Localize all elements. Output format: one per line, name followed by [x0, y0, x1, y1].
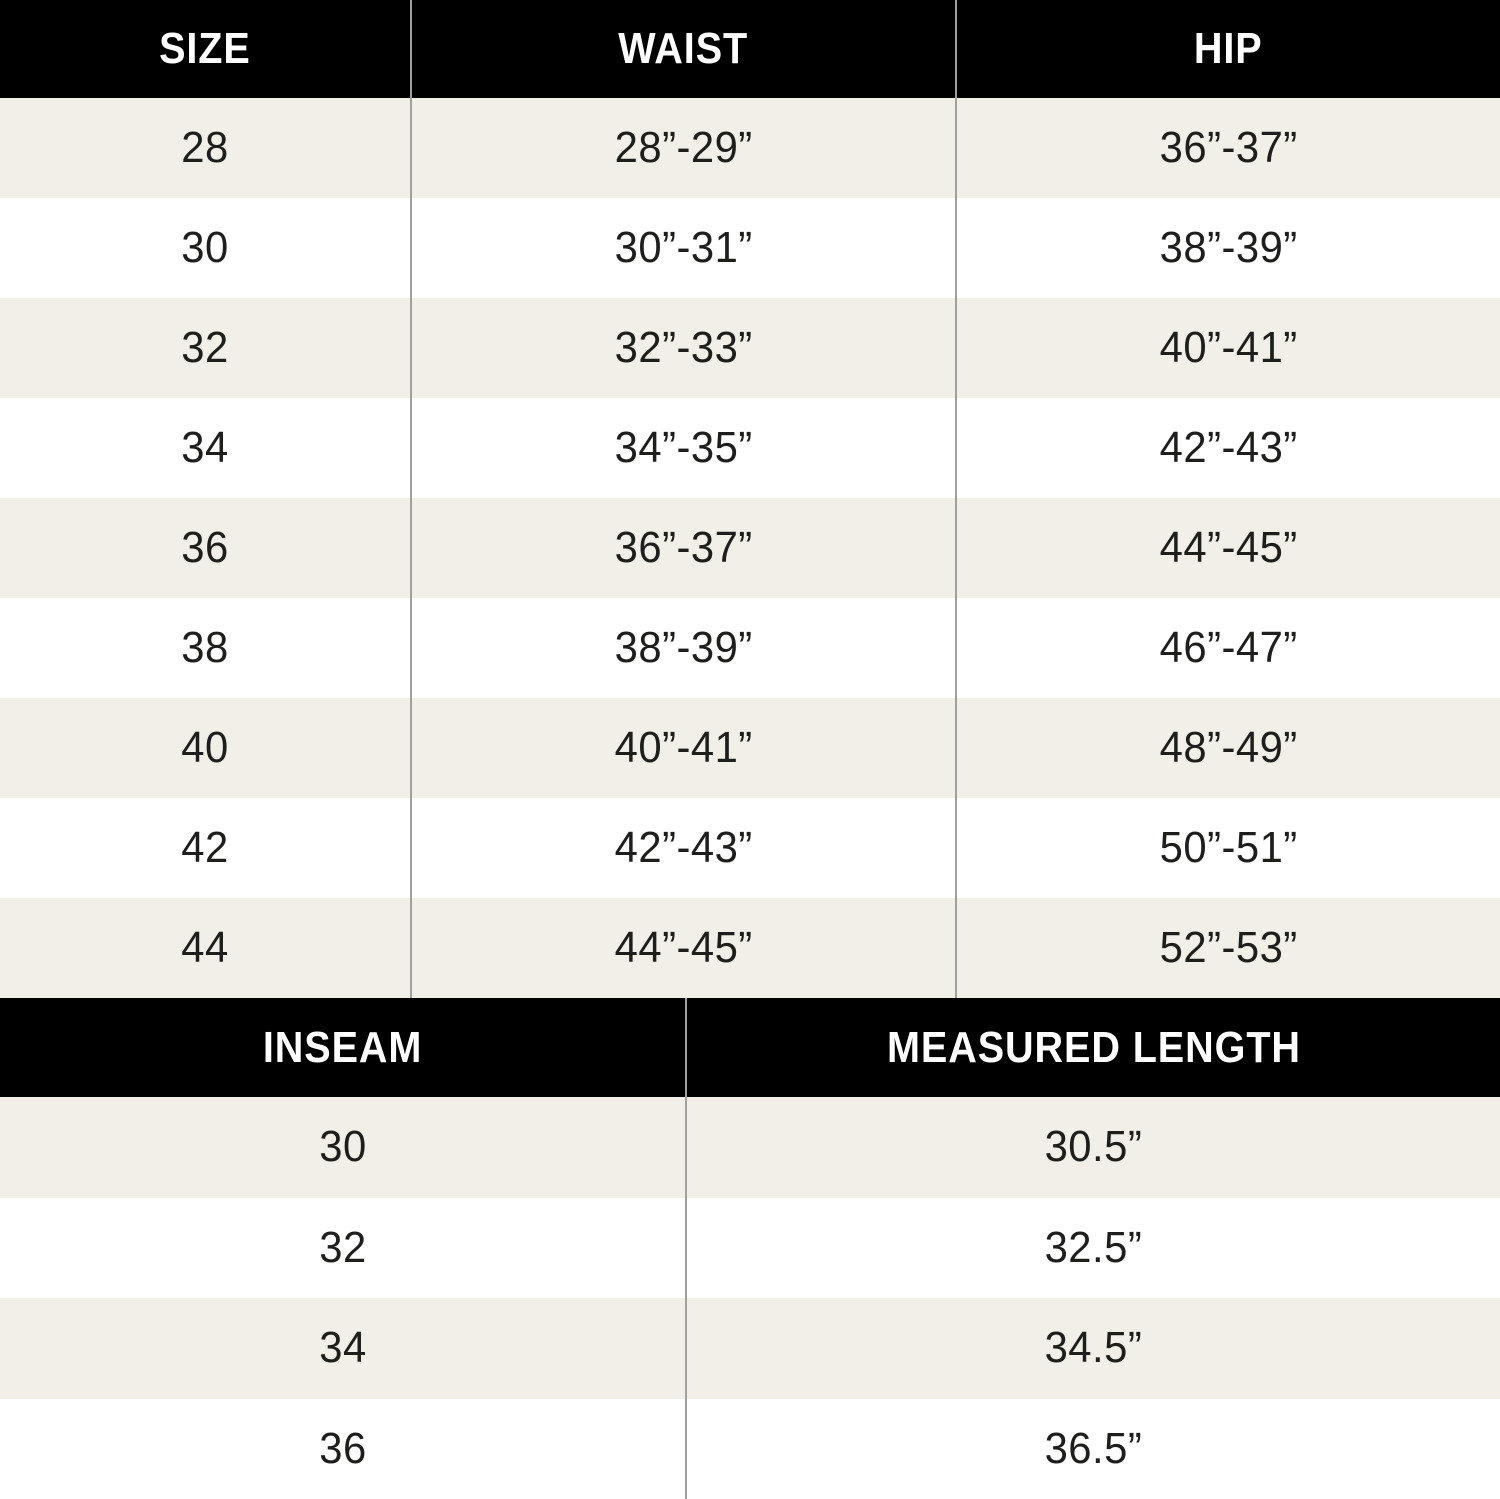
- inseam-value: 36: [318, 1423, 367, 1473]
- inseam-length-table: [0, 998, 1500, 1499]
- size-cell: [0, 698, 410, 798]
- size-value: 40: [181, 723, 229, 772]
- measured-length-value: 36.5”: [1044, 1423, 1143, 1473]
- size-cell: [0, 798, 410, 898]
- inseam-cell: [0, 1198, 685, 1299]
- table-row: [0, 498, 1500, 598]
- size-cell: [0, 598, 410, 698]
- hip-value: 38”-39”: [1159, 223, 1298, 272]
- waist-value: 36”-37”: [614, 523, 753, 572]
- waist-value: 28”-29”: [614, 123, 753, 172]
- table-row: [0, 1198, 1500, 1299]
- hip-value: 36”-37”: [1159, 123, 1298, 172]
- inseam-value: 32: [318, 1222, 367, 1272]
- hip-cell: [955, 598, 1500, 698]
- size-value: 28: [181, 123, 229, 172]
- size-table-body: [0, 98, 1500, 998]
- waist-value: 42”-43”: [614, 823, 753, 872]
- hip-value: 50”-51”: [1159, 823, 1298, 872]
- size-value: 34: [181, 423, 229, 472]
- waist-cell: [410, 298, 955, 398]
- inseam-column-header: [0, 998, 685, 1097]
- hip-cell: [955, 498, 1500, 598]
- waist-cell: [410, 798, 955, 898]
- hip-cell: [955, 398, 1500, 498]
- inseam-table-header-row: [0, 998, 1500, 1097]
- size-cell: [0, 198, 410, 298]
- waist-value: 34”-35”: [614, 423, 753, 472]
- size-cell: [0, 398, 410, 498]
- waist-column-header: [410, 0, 955, 98]
- inseam-cell: [0, 1399, 685, 1499]
- size-value: 38: [181, 623, 229, 672]
- table-row: [0, 98, 1500, 198]
- table-row: [0, 798, 1500, 898]
- table-row: [0, 298, 1500, 398]
- table-row: [0, 898, 1500, 998]
- waist-value: 32”-33”: [614, 323, 753, 372]
- hip-cell: [955, 698, 1500, 798]
- hip-value: 48”-49”: [1159, 723, 1298, 772]
- hip-cell: [955, 198, 1500, 298]
- size-cell: [0, 98, 410, 198]
- hip-header-label: HIP: [1194, 24, 1263, 73]
- inseam-value: 30: [318, 1122, 367, 1172]
- waist-cell: [410, 398, 955, 498]
- size-header-label: SIZE: [159, 24, 251, 73]
- waist-cell: [410, 198, 955, 298]
- measured-length-header-label: MEASURED LENGTH: [886, 1022, 1301, 1072]
- measured-length-value: 34.5”: [1044, 1323, 1143, 1373]
- inseam-value: 34: [318, 1323, 367, 1373]
- measured-length-column-header: [685, 998, 1500, 1097]
- table-row: [0, 1097, 1500, 1198]
- hip-value: 42”-43”: [1159, 423, 1298, 472]
- hip-column-header: [955, 0, 1500, 98]
- hip-value: 46”-47”: [1159, 623, 1298, 672]
- hip-cell: [955, 298, 1500, 398]
- size-table-header-row: [0, 0, 1500, 98]
- waist-value: 38”-39”: [614, 623, 753, 672]
- waist-cell: [410, 898, 955, 998]
- waist-cell: [410, 98, 955, 198]
- size-value: 32: [181, 323, 229, 372]
- waist-cell: [410, 698, 955, 798]
- table-row: [0, 398, 1500, 498]
- size-column-header: [0, 0, 410, 98]
- size-value: 42: [181, 823, 229, 872]
- size-value: 30: [181, 223, 229, 272]
- measured-length-cell: [685, 1097, 1500, 1198]
- waist-cell: [410, 498, 955, 598]
- inseam-cell: [0, 1298, 685, 1399]
- table-row: [0, 1399, 1500, 1499]
- waist-header-label: WAIST: [618, 24, 749, 73]
- table-row: [0, 698, 1500, 798]
- inseam-cell: [0, 1097, 685, 1198]
- size-cell: [0, 298, 410, 398]
- waist-value: 40”-41”: [614, 723, 753, 772]
- hip-value: 40”-41”: [1159, 323, 1298, 372]
- size-value: 44: [181, 923, 229, 972]
- size-cell: [0, 898, 410, 998]
- inseam-header-label: INSEAM: [262, 1022, 423, 1072]
- waist-value: 44”-45”: [614, 923, 753, 972]
- table-row: [0, 1298, 1500, 1399]
- table-row: [0, 598, 1500, 698]
- waist-cell: [410, 598, 955, 698]
- measured-length-cell: [685, 1198, 1500, 1299]
- table-row: [0, 198, 1500, 298]
- measured-length-cell: [685, 1399, 1500, 1499]
- hip-cell: [955, 98, 1500, 198]
- size-value: 36: [181, 523, 229, 572]
- hip-value: 44”-45”: [1159, 523, 1298, 572]
- hip-cell: [955, 898, 1500, 998]
- measured-length-cell: [685, 1298, 1500, 1399]
- inseam-table-body: [0, 1097, 1500, 1499]
- measured-length-value: 32.5”: [1044, 1222, 1143, 1272]
- hip-value: 52”-53”: [1159, 923, 1298, 972]
- hip-cell: [955, 798, 1500, 898]
- waist-value: 30”-31”: [614, 223, 753, 272]
- size-cell: [0, 498, 410, 598]
- measured-length-value: 30.5”: [1044, 1122, 1143, 1172]
